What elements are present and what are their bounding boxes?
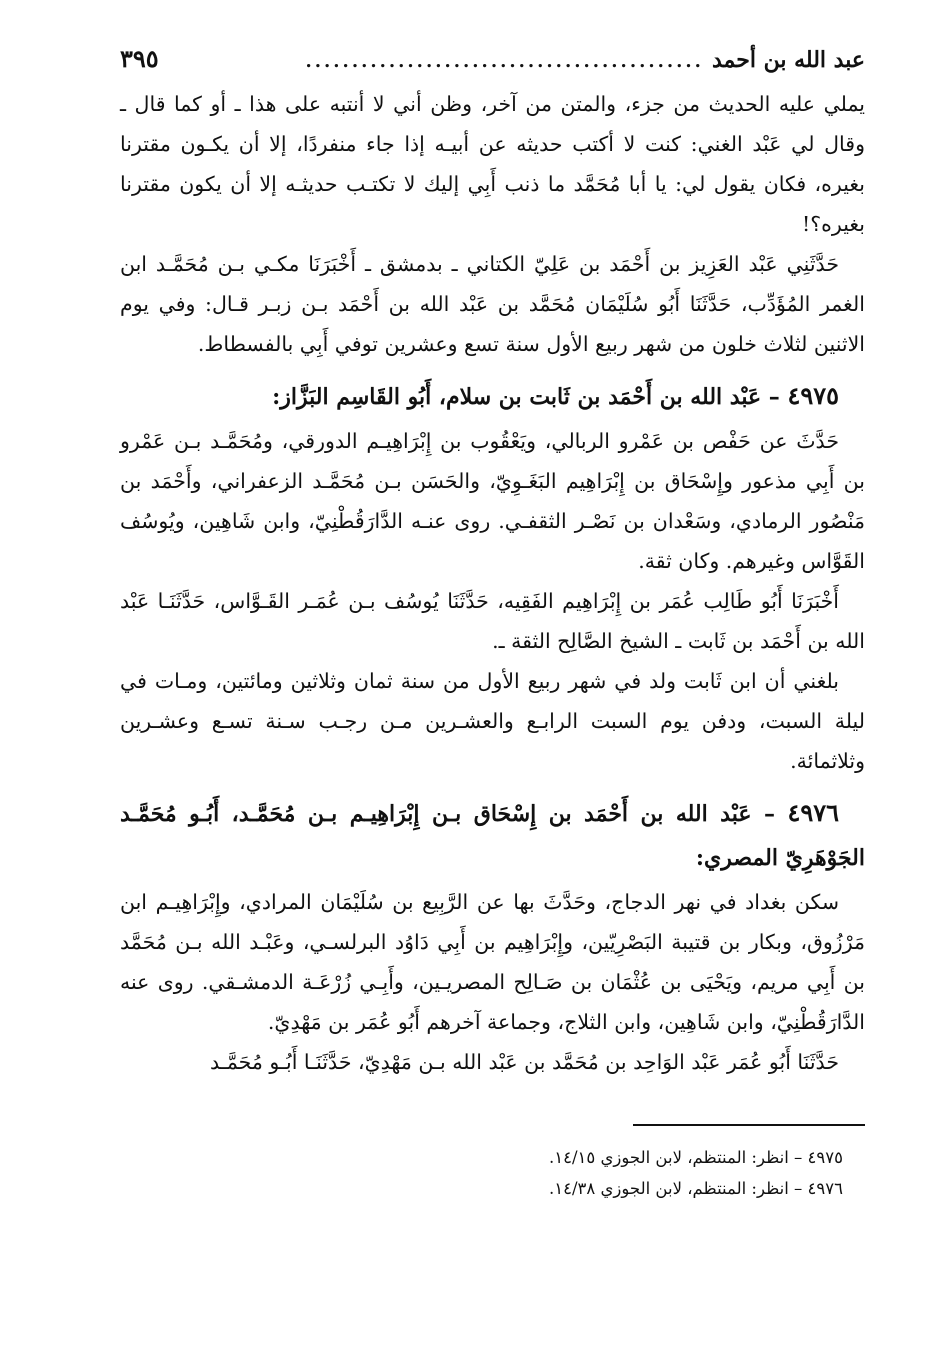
paragraph: يملي عليه الحديث من جزء، والمتن من آخر، وظن أني لا أنتبه على هذا ـ أو كما قال ـ وقال لي عَبْد الغني: كنت لا أكتب حديثه عن أبيـه إذا جاء منفردًا، إلا أن يكـون مقترنا بغيره، فكان يقول لي: يا أبا مُحَمَّد ما ذنب أَبِي إليك لا تكتـب حديثـه إلا أن يكون مقترنا بغيره؟! [120,92,865,236]
entry-number: ٤٩٧٥ [787,381,839,410]
entry-title: – عَبْد الله بن أَحْمَد بن إِسْحَاق بـن إِبْرَاهِيـم بـن مُحَمَّـد، أَبُـو مُحَمَّـد الجَوْهَرِيّ المصري: [120,801,865,871]
page-body [120,84,865,1082]
paragraph: حَدَّثَنِي عَبْد العَزِيز بن أَحْمَد بن عَلِيّ الكتاني ـ بدمشق ـ أَخْبَرَنَا مكـي بـن مُحَمَّـد ابن الغمر المُؤَدِّب، حَدَّثَنَا أَبُو سُلَيْمَان مُحَمَّد بن عَبْد الله بن أَحْمَد بـن زبـر قـال: وفي يوم الاثنين لثلاث خلون من شهر ربيع الأول سنة تسع وعشرين توفي أَبِي بالفسطاط. [120,252,865,356]
running-title: عبد الله بن أحمد [711,47,865,73]
entry-title: – عَبْد الله بن أَحْمَد بن ثَابت بن سلام، أَبُو القَاسِم البَزَّاز: [272,384,780,410]
footnotes [120,1142,865,1204]
page-header [120,44,865,84]
entry-number: ٤٩٧٦ [787,798,839,827]
paragraph: حَدَّثَ عن حَفْص بن عَمْرو الربالي، ويَعْقُوب بن إِبْرَاهِيـم الدورقي، ومُحَمَّـد بـن عَمْرو بن أَبِي مذعور وإِسْحَاق بن إِبْرَاهِيم البَغَـوِيّ، والحَسَن بـن مُحَمَّـد الزعفراني، وأَحْمَد بن مَنْصُور الرمادي، وسَعْدان بن نَصْـر الثقفـي. روى عنـه الدَّارَقُطْنِيّ، وابن شَاهِين، ويُوسُف القَوَّاس وغيرهم. وكان ثقة. [120,429,865,573]
leader-dots: ........................................... [305,51,704,72]
paragraph: أَخْبَرَنَا أَبُو طَالِب عُمَر بن إِبْرَاهِيم الفَقِيه، حَدَّثَنَا يُوسُف بـن عُمَـر القَـوَّاس، حَدَّثَنَـا عَبْد الله بن أَحْمَد بن ثَابت ـ الشيخ الصَّالِح الثقة ـ. [120,589,865,653]
entry-heading [120,374,865,419]
paragraph: سكن بغداد في نهر الدجاج، وحَدَّثَ بها عن الرَّبِيع بن سُلَيْمَان المرادي، وإِبْرَاهِيـم ابن مَرْزُوق، وبكار بن قتيبة البَصْرِيّين، وإِبْرَاهِيم بن أَبِي دَاوُد البرلسـي، وعَبْـد الله بـن مُحَمَّد بن أَبِي مريم، ويَحْيَى بن عُثْمَان بن صَـالِح المصريـين، وأَبِـي زُرْعَـة الدمشـقي. روى عنه الدَّارَقُطْنِيّ، وابن شَاهِين، وابن الثلاج، وجماعة آخرهم أَبُو عُمَر بن مَهْدِيّ. [120,890,865,1034]
footnote-divider [633,1124,865,1126]
paragraph: بلغني أن ابن ثَابت ولد في شهر ربيع الأول من سنة ثمان وثلاثين ومائتين، ومـات في ليلة السبت، ودفن يوم السبت الرابـع والعشـرين مـن رجـب سـنة تسـع وعشـرين وثلاثمائة. [120,669,865,773]
footnote: ٤٩٧٦ – انظر: المنتظم، لابن الجوزي ١٤/٣٨. [549,1179,843,1198]
paragraph: حَدَّثَنَا أَبُو عُمَر عَبْد الوَاحِد بن مُحَمَّد بن عَبْد الله بـن مَهْدِيّ، حَدَّثَنَـا أَبُـو مُحَمَّـد [210,1050,839,1074]
entry-heading [120,791,865,880]
page-number: ٣٩٥ [120,44,159,73]
footnote: ٤٩٧٥ – انظر: المنتظم، لابن الجوزي ١٤/١٥. [549,1148,843,1167]
